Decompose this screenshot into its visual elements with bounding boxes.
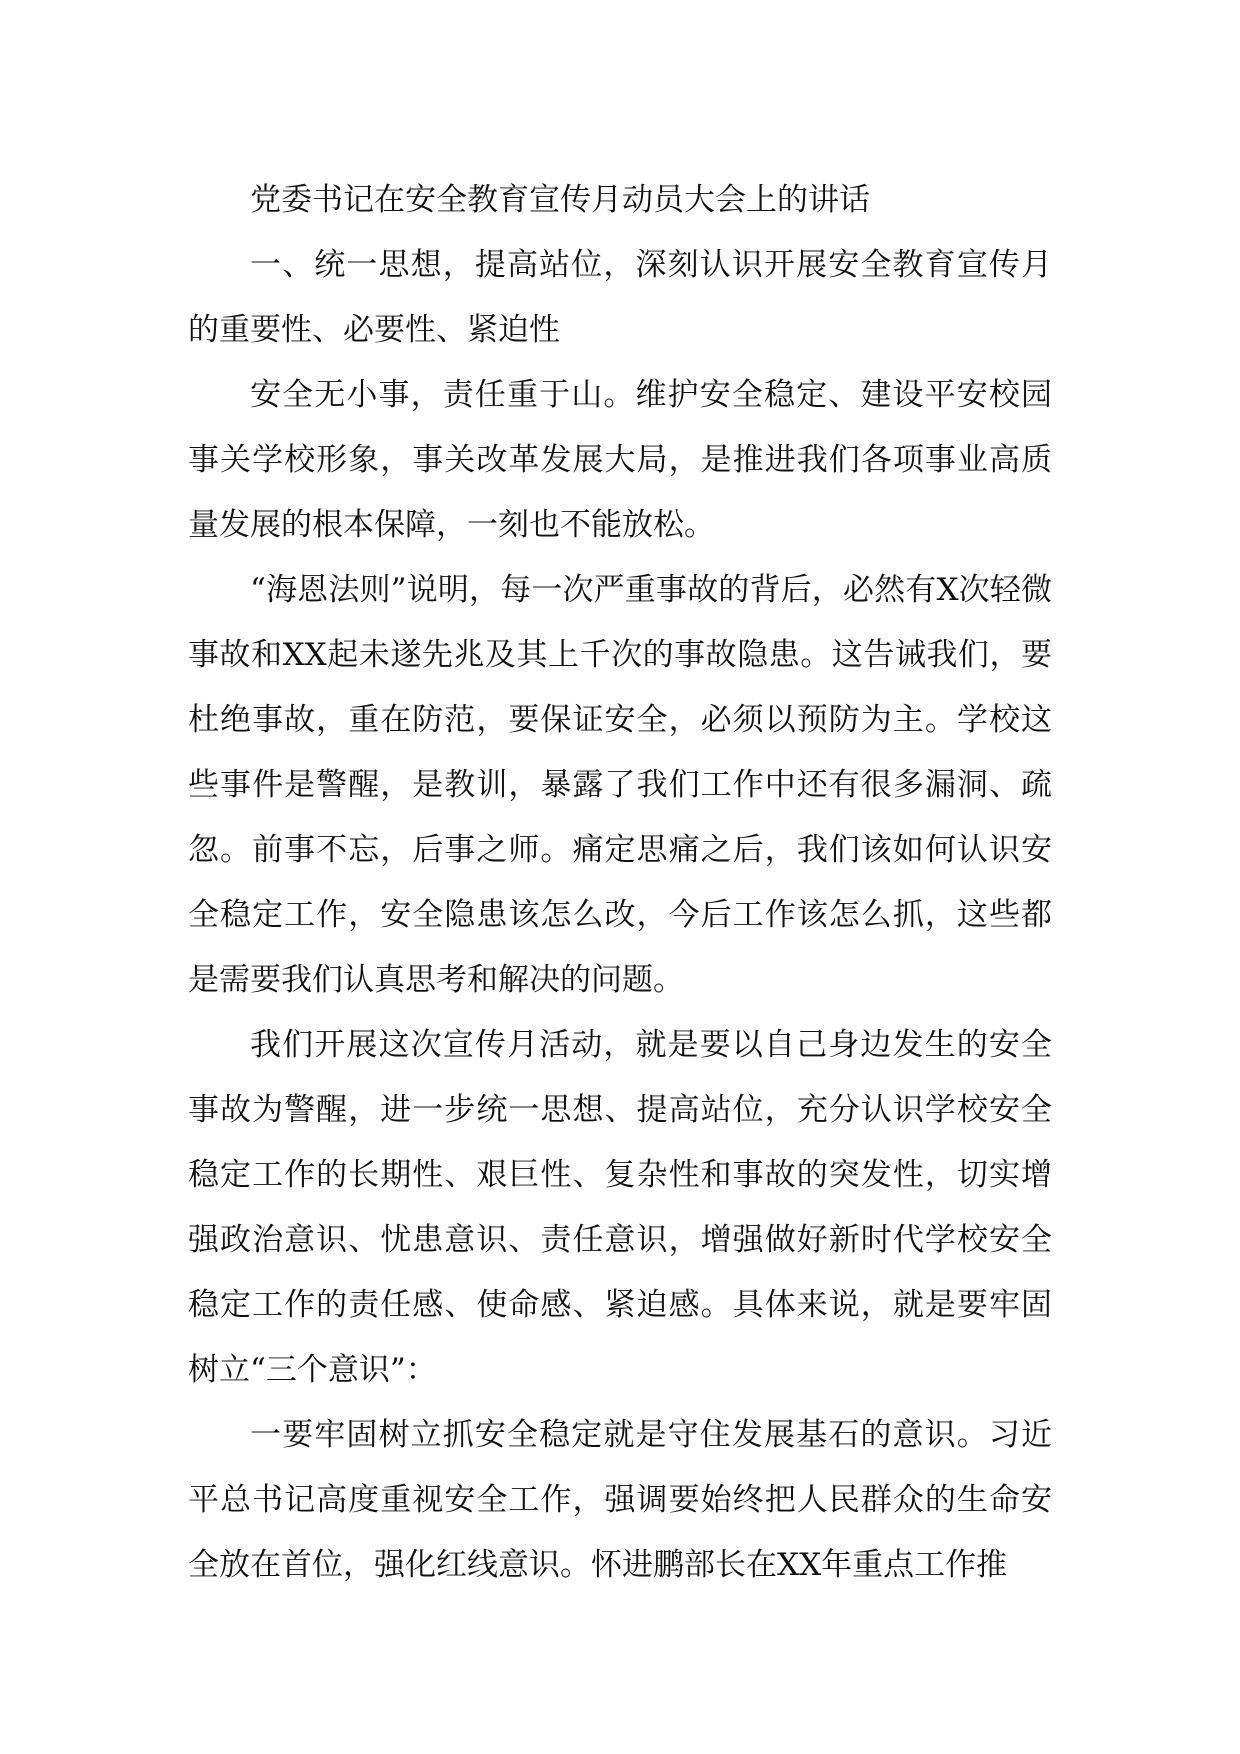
section-heading-1: 一、统一思想，提高站位，深刻认识开展安全教育宣传月的重要性、必要性、紧迫性 [188,247,1052,348]
document-title: 党委书记在安全教育宣传月动员大会上的讲话 [250,182,870,218]
body-paragraph: 安全无小事，责任重于山。维护安全稳定、建设平安校园事关学校形象，事关改革发展大局，是推进我们各项事业高质量发展的根本保障，一刻也不能放松。 [188,377,1052,543]
body-paragraph: 一要牢固树立抓安全稳定就是守住发展基石的意识。习近平总书记高度重视安全工作，强调要始终把人民群众的生命安全放在首位，强化红线意识。怀进鹏部长在XX年重点工作推 [188,1417,1052,1583]
document-body [188,168,1052,1598]
body-paragraph: “海恩法则”说明，每一次严重事故的背后，必然有X次轻微事故和XX起未遂先兆及其上千次的事故隐患。这告诫我们，要杜绝事故，重在防范，要保证安全，必须以预防为主。学校这些事件是警醒，是教训，暴露了我们工作中还有很多漏洞、疏忽。前事不忘，后事之师。痛定思痛之后，我们该如何认识安全稳定工作，安全隐患该怎么改，今后工作该怎么抓，这些都是需要我们认真思考和解决的问题。 [188,572,1052,998]
body-paragraph: 我们开展这次宣传月活动，就是要以自己身边发生的安全事故为警醒，进一步统一思想、提高站位，充分认识学校安全稳定工作的长期性、艰巨性、复杂性和事故的突发性，切实增强政治意识、忧患意识、责任意识，增强做好新时代学校安全稳定工作的责任感、使命感、紧迫感。具体来说，就是要牢固树立“三个意识”： [188,1027,1052,1388]
